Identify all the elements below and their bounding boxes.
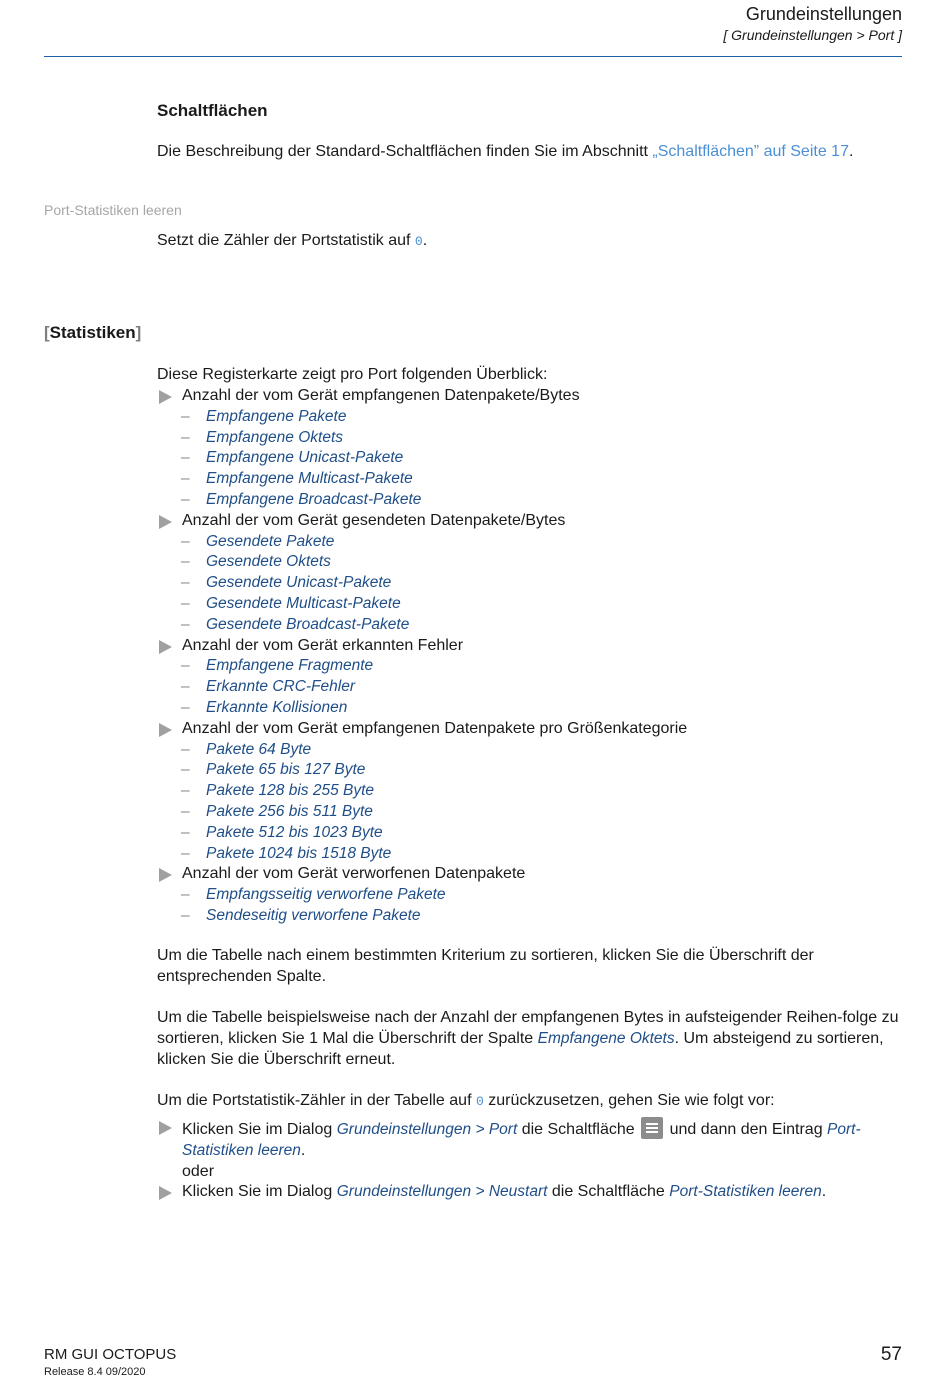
button-name: Port-Statistiken leeren [669, 1183, 822, 1201]
header-breadcrumb: [ Grundeinstellungen > Port ] [723, 27, 902, 43]
column-name: Empfangene Oktets [537, 1029, 675, 1047]
list-item [157, 656, 917, 677]
example-text-end: . Um absteigend zu sortieren, klicken Sie die Überschrift erneut. [157, 1029, 884, 1068]
dash-bullet: – [181, 428, 190, 446]
buttons-description [157, 143, 853, 161]
list-item-label: Pakete 64 Byte [206, 740, 312, 758]
reset-paragraph [157, 1091, 907, 1113]
example-text: Um die Tabelle beispielsweise nach der Anzahl der empfangenen Bytes in aufsteigender Reihen-folge zu sortieren, klicken Sie 1 Mal die Überschrift der Spalte [157, 1009, 899, 1047]
list-item-label: Erkannte Kollisionen [206, 698, 348, 716]
step-item [157, 1182, 907, 1203]
list-item-group [157, 864, 917, 885]
step-item [157, 1117, 907, 1162]
param-label-clear-stats: Port-Statistiken leeren [44, 202, 182, 218]
statistics-heading [44, 323, 141, 343]
list-item-label: Gesendete Multicast-Pakete [206, 594, 401, 612]
list-item [157, 844, 917, 865]
list-item-label: Pakete 1024 bis 1518 Byte [206, 844, 392, 862]
list-item-label: Pakete 65 bis 127 Byte [206, 761, 366, 779]
dialog-name: Grundeinstellungen > Port [336, 1121, 518, 1138]
reset-steps [157, 1117, 907, 1203]
list-item-label: Empfangsseitig verworfene Pakete [206, 886, 446, 904]
dash-bullet: – [181, 407, 190, 425]
step-text-end: . [300, 1141, 306, 1159]
footer-product: RM GUI OCTOPUS [44, 1346, 177, 1363]
group-label: Anzahl der vom Gerät empfangenen Datenpakete pro Größenkategorie [182, 719, 688, 737]
list-item [157, 781, 917, 802]
dash-bullet: – [181, 823, 190, 841]
buttons-section-link[interactable]: „Schaltflächen” auf Seite 17 [652, 143, 849, 160]
reset-text-end: zurückzusetzen, gehen Sie wie folgt vor: [483, 1092, 775, 1109]
dash-bullet: – [181, 906, 190, 924]
list-item [157, 428, 917, 449]
dash-bullet: – [181, 657, 190, 675]
dash-bullet: – [181, 698, 190, 716]
param-text-end: . [422, 232, 428, 249]
list-item [157, 760, 917, 781]
step-text: die Schaltfläche [547, 1183, 670, 1201]
triangle-right-icon [159, 640, 172, 654]
list-item [157, 885, 917, 906]
list-item [157, 490, 917, 511]
triangle-right-icon [159, 515, 172, 529]
list-item-label: Pakete 512 bis 1023 Byte [206, 823, 383, 841]
list-item [157, 677, 917, 698]
statistics-overview-list [157, 386, 917, 927]
or-text: oder [182, 1162, 215, 1180]
list-item-label: Pakete 256 bis 511 Byte [206, 802, 373, 820]
list-item [157, 407, 917, 428]
list-item-group [157, 636, 917, 657]
reset-text: Um die Portstatistik-Zähler in der Tabelle auf [157, 1092, 476, 1109]
dash-bullet: – [181, 594, 190, 612]
dash-bullet: – [181, 449, 190, 467]
dash-bullet: – [181, 782, 190, 800]
list-item-label: Pakete 128 bis 255 Byte [206, 782, 375, 800]
group-label: Anzahl der vom Gerät erkannten Fehler [182, 636, 464, 654]
list-item [157, 532, 917, 553]
dash-bullet: – [181, 490, 190, 508]
header-divider [44, 56, 902, 57]
buttons-text-end: . [848, 143, 854, 160]
step-text: die Schaltfläche [517, 1121, 640, 1138]
buttons-text: Die Beschreibung der Standard-Schaltflächen finden Sie im Abschnitt [157, 143, 653, 160]
list-item-label: Sendeseitig verworfene Pakete [206, 906, 421, 924]
list-item [157, 594, 917, 615]
dash-bullet: – [181, 532, 190, 550]
list-item-label: Empfangene Multicast-Pakete [206, 470, 413, 488]
step-text: Klicken Sie im Dialog [182, 1183, 337, 1201]
list-item [157, 823, 917, 844]
menu-icon[interactable] [641, 1117, 663, 1139]
list-item [157, 740, 917, 761]
group-label: Anzahl der vom Gerät empfangenen Datenpakete/Bytes [182, 387, 580, 404]
list-item [157, 615, 917, 636]
param-value: 0 [414, 234, 423, 249]
step-text: Klicken Sie im Dialog [182, 1121, 337, 1138]
sort-paragraph: Um die Tabelle nach einem bestimmten Kriterium zu sortieren, klicken Sie die Überschrift der entsprechenden Spalte. [157, 947, 814, 985]
statistics-heading-text: Statistiken [49, 323, 136, 342]
param-text: Setzt die Zähler der Portstatistik auf [157, 232, 415, 249]
list-item [157, 469, 917, 490]
dash-bullet: – [181, 802, 190, 820]
dash-bullet: – [181, 574, 190, 592]
list-item-group [157, 511, 917, 532]
list-item [157, 698, 917, 719]
footer-release: Release 8.4 09/2020 [44, 1366, 146, 1378]
buttons-heading: Schaltflächen [157, 101, 268, 120]
list-item [157, 573, 917, 594]
group-label: Anzahl der vom Gerät gesendeten Datenpakete/Bytes [182, 511, 566, 529]
list-item-label: Empfangene Pakete [206, 407, 347, 425]
list-item [157, 906, 917, 927]
page-number: 57 [880, 1344, 902, 1365]
dash-bullet: – [181, 886, 190, 904]
list-item-label: Empfangene Fragmente [206, 657, 374, 675]
list-item-label: Empfangene Broadcast-Pakete [206, 490, 422, 508]
triangle-right-icon [159, 1121, 172, 1135]
list-item-label: Gesendete Oktets [206, 553, 331, 571]
param-description [157, 232, 427, 250]
reset-value: 0 [475, 1094, 484, 1109]
list-item-label: Empfangene Oktets [206, 428, 343, 446]
list-item-label: Gesendete Unicast-Pakete [206, 574, 392, 592]
list-item-label: Empfangene Unicast-Pakete [206, 449, 404, 467]
step-text-end: . [821, 1183, 827, 1201]
dash-bullet: – [181, 470, 190, 488]
dash-bullet: – [181, 678, 190, 696]
statistics-intro: Diese Registerkarte zeigt pro Port folgenden Überblick: [157, 366, 548, 383]
bracket-close: ] [135, 323, 142, 342]
list-item-group [157, 719, 917, 740]
group-label: Anzahl der vom Gerät verworfenen Datenpakete [182, 865, 526, 883]
list-item [157, 802, 917, 823]
dash-bullet: – [181, 615, 190, 633]
step-text: und dann den Eintrag [665, 1121, 828, 1138]
list-item-label: Gesendete Broadcast-Pakete [206, 615, 410, 633]
list-item-group [157, 386, 917, 407]
dash-bullet: – [181, 553, 190, 571]
list-item [157, 448, 917, 469]
dash-bullet: – [181, 761, 190, 779]
bracket-open: [ [44, 323, 50, 342]
triangle-right-icon [159, 390, 172, 404]
example-paragraph [157, 1008, 907, 1070]
dash-bullet: – [181, 844, 190, 862]
list-item-label: Erkannte CRC-Fehler [206, 678, 356, 696]
triangle-right-icon [159, 1186, 172, 1200]
list-item-label: Gesendete Pakete [206, 532, 335, 550]
triangle-right-icon [159, 868, 172, 882]
list-item [157, 552, 917, 573]
triangle-right-icon [159, 723, 172, 737]
header-title: Grundeinstellungen [745, 4, 902, 24]
entry-name: Port-Statistiken leeren [182, 1121, 861, 1159]
dash-bullet: – [181, 740, 190, 758]
dialog-name: Grundeinstellungen > Neustart [336, 1183, 548, 1201]
